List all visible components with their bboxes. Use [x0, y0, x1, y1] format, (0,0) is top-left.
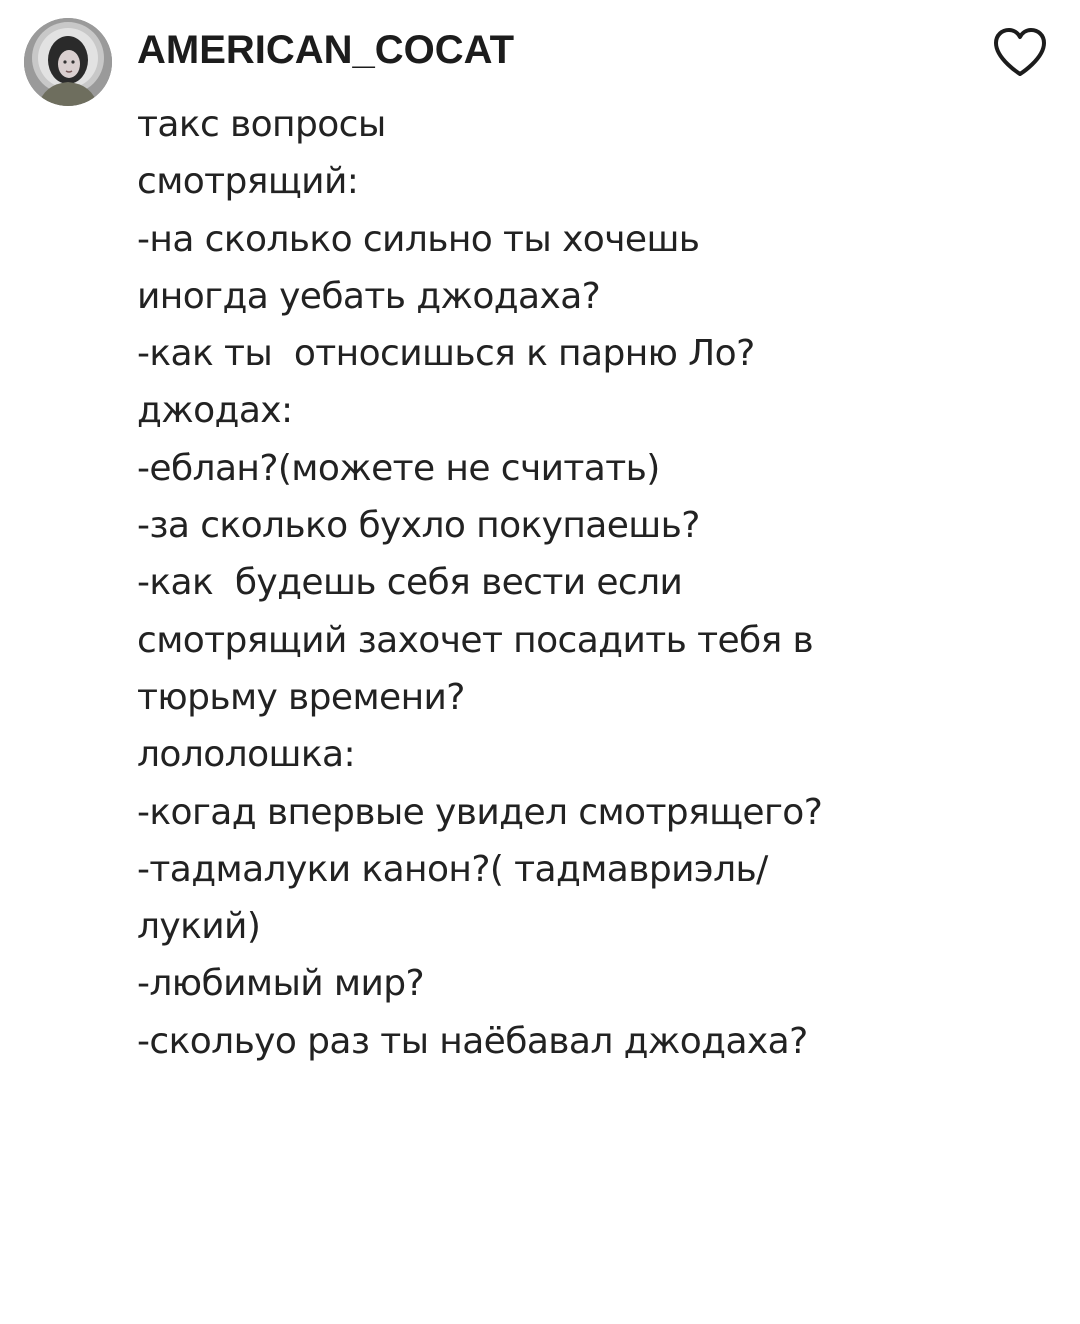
comment-line: -на сколько сильно ты хочешь: [137, 218, 700, 260]
comment-line: -за сколько бухло покупаешь?: [137, 505, 700, 547]
comment-line: иногда уебать джодаха?: [137, 275, 601, 317]
comment-line: лукий): [137, 906, 261, 948]
comment-line: джодах:: [137, 390, 293, 432]
comment-line: -еблан?(можете не считать): [137, 447, 660, 489]
comment-line: -тадмалуки канон?( тадмавриэль/: [137, 848, 768, 890]
like-button[interactable]: [990, 26, 1050, 80]
comment-line: смотрящий:: [137, 161, 359, 203]
comment-line: -как будешь себя вести если: [137, 562, 683, 604]
comment-line: -когад впервые увидел смотрящего?: [137, 791, 823, 833]
comment-line: тюрьму времени?: [137, 676, 465, 718]
username[interactable]: AMERICAN_COCAT: [137, 28, 515, 72]
comment-line: -как ты относишься к парню Ло?: [137, 333, 755, 375]
comment-line: -скольуо раз ты наёбавал джодаха?: [137, 1020, 808, 1062]
heart-outline-icon: [990, 26, 1050, 80]
comment-line: смотрящий захочет посадить тебя в: [137, 619, 814, 661]
comment-text: [137, 96, 1057, 1070]
comment-line: лололошка:: [137, 734, 355, 776]
comment-line: -любимый мир?: [137, 963, 425, 1005]
avatar-photo-icon: [24, 18, 112, 106]
user-avatar[interactable]: [24, 18, 112, 106]
comment-line: такс вопросы: [137, 104, 386, 145]
